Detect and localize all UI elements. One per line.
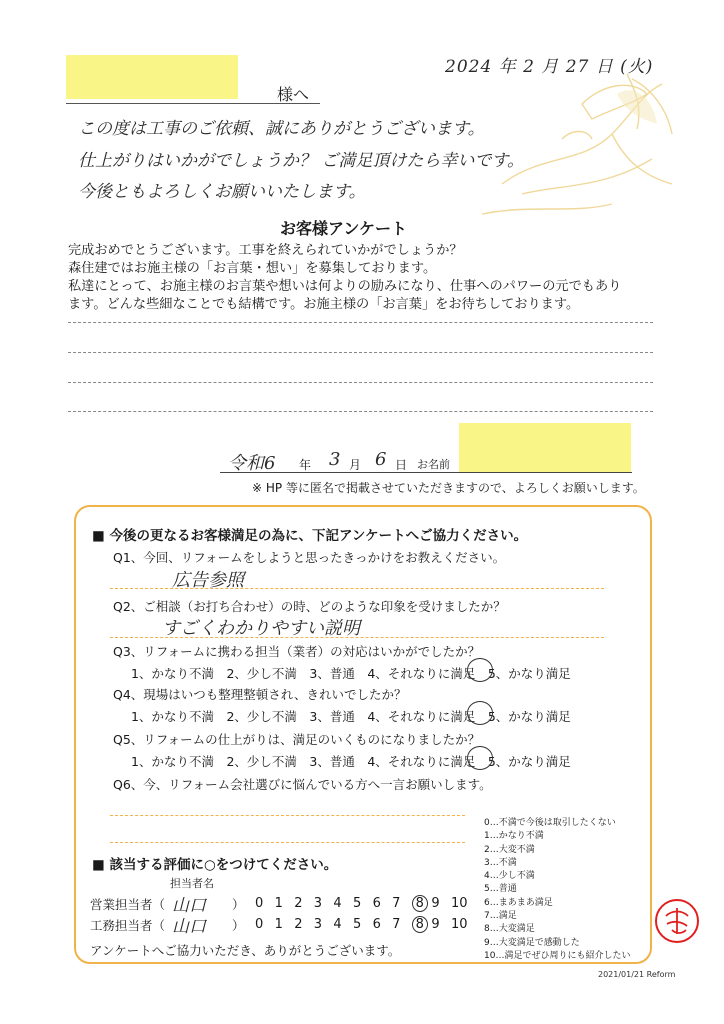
- sales-staff-name-handwritten: 山口: [172, 896, 206, 916]
- salutation: 様へ: [277, 85, 310, 104]
- legend-item: 10…満足でぜひ周りにも紹介したい: [484, 950, 631, 961]
- intro-line-2: 森住建ではお施主様の「お言葉・想い」を募集しております。: [68, 261, 437, 276]
- staff-name-header: 担当者名: [170, 877, 214, 890]
- month-label: 月: [349, 458, 362, 472]
- sales-scale-9: 9: [431, 896, 440, 911]
- legend-item: 4…少し不満: [484, 871, 535, 882]
- sales-close-paren: ）: [232, 897, 245, 912]
- name-label: お名前: [417, 458, 450, 471]
- comment-rule-4: [68, 411, 653, 412]
- sales-scale-7: 7: [392, 896, 401, 911]
- sales-rating-scale: [255, 895, 471, 912]
- handwritten-date: 2024 年 2 月 27 日 (火): [445, 57, 654, 77]
- intro-line-3: 私達にとって、お施主様のお言葉や想いは何よりの励みになり、仕事へのパワーの元でもあり: [68, 279, 622, 294]
- construction-scale-10: 10: [450, 917, 468, 932]
- answer-2-line: [110, 637, 604, 638]
- day-label: 日: [395, 458, 408, 472]
- sales-scale-4: 4: [333, 896, 342, 911]
- construction-scale-0: 0: [255, 917, 264, 932]
- sales-staff-label: 営業担当者（: [90, 897, 166, 912]
- construction-scale-9: 9: [431, 917, 440, 932]
- rating-legend: [484, 817, 630, 963]
- construction-scale-4: 4: [333, 917, 342, 932]
- construction-scale-1: 1: [274, 917, 283, 932]
- construction-scale-7: 7: [392, 917, 401, 932]
- question-5: Q5、リフォームの仕上がりは、満足のいくものになりましたか？: [113, 732, 481, 747]
- legend-item: 7…満足: [484, 911, 517, 922]
- sales-scale-5: 5: [352, 896, 362, 911]
- thanks-text: アンケートへご協力いただき、ありがとうございます。: [90, 943, 401, 958]
- handwritten-era: 令和6: [228, 453, 276, 474]
- answer-2-handwritten: すごくわかりやすい説明: [162, 618, 360, 639]
- construction-rating-scale: [255, 916, 471, 933]
- intro-line-1: 完成おめでとうございます。工事を終えられていかがでしょうか？: [68, 243, 463, 258]
- sales-scale-1: 1: [274, 896, 283, 911]
- q5-selection-circle: [467, 746, 493, 770]
- answer-6-line-2: [110, 842, 465, 843]
- answer-1-line: [110, 588, 604, 589]
- answer-6-line-1: [110, 815, 465, 816]
- question-5-options: 1、かなり不満 2、少し不満 3、普通 4、それなりに満足 5、かなり満足: [131, 754, 571, 769]
- handwritten-day: 6: [375, 449, 387, 470]
- rating-heading: ■ 該当する評価に○をつけてください。: [92, 857, 338, 873]
- sales-scale-6: 6: [372, 896, 381, 911]
- notice-text: ※ HP 等に匿名で掲載させていただきますので、よろしくお願いします。: [252, 481, 645, 495]
- legend-item: 8…大変満足: [484, 924, 535, 935]
- letter-line-2: 仕上がりはいかがでしょうか？ ご満足頂けたら幸いです。: [78, 151, 525, 171]
- signature-redaction-highlight: [459, 423, 631, 473]
- handwritten-month: 3: [329, 449, 341, 470]
- construction-scale-3: 3: [313, 917, 323, 932]
- comment-rule-2: [68, 352, 653, 353]
- construction-staff-name-handwritten: 山口: [172, 917, 206, 937]
- legend-item: 1…かなり不満: [484, 831, 544, 842]
- sales-scale-10: 10: [450, 896, 468, 911]
- construction-scale-5: 5: [352, 917, 362, 932]
- comment-rule-3: [68, 382, 653, 383]
- letter-line-1: この度は工事のご依頼、誠にありがとうございます。: [78, 119, 485, 139]
- year-label: 年: [299, 458, 312, 472]
- sales-scale-2: 2: [294, 896, 303, 911]
- legend-item: 2…大変不満: [484, 844, 535, 855]
- construction-scale-8: 8: [412, 916, 428, 933]
- construction-scale-2: 2: [294, 917, 303, 932]
- question-1: Q1、今回、リフォームをしようと思ったきっかけをお教えください。: [113, 550, 506, 565]
- answer-1-handwritten: 広告参照: [172, 570, 244, 591]
- questionnaire-heading: ■ 今後の更なるお客様満足の為に、下記アンケートへご協力ください。: [92, 528, 528, 544]
- question-2: Q2、ご相談（お打ち合わせ）の時、どのような印象を受けましたか？: [113, 599, 506, 614]
- construction-scale-6: 6: [372, 917, 381, 932]
- comment-rule-1: [68, 322, 653, 323]
- letter-line-3: 今後ともよろしくお願いいたします。: [78, 182, 366, 202]
- name-underline: [66, 103, 320, 104]
- question-6: Q6、今、リフォーム会社選びに悩んでいる方へ一言お願いします。: [113, 777, 492, 792]
- legend-item: 5…普通: [484, 884, 517, 895]
- question-3: Q3、リフォームに携わる担当（業者）の対応はいかがでしたか？: [113, 644, 481, 659]
- legend-item: 9…大変満足で感動した: [484, 937, 580, 948]
- signature-underline: [220, 472, 632, 473]
- question-4-options: 1、かなり不満 2、少し不満 3、普通 4、それなりに満足 5、かなり満足: [131, 709, 571, 724]
- construction-close-paren: ）: [232, 918, 245, 933]
- q4-selection-circle: [467, 701, 493, 725]
- name-redaction-highlight: [66, 55, 238, 99]
- sales-scale-8: 8: [412, 895, 428, 912]
- survey-title: お客様アンケート: [280, 219, 408, 238]
- form-revision-footer: 2021/01/21 Reform: [598, 970, 676, 979]
- red-seal-stamp-icon: [652, 896, 702, 946]
- legend-item: 3…不満: [484, 857, 517, 868]
- construction-staff-label: 工務担当者（: [90, 918, 166, 933]
- legend-item: 6…まあまあ満足: [484, 897, 553, 908]
- intro-line-4: ます。どんな些細なことでも結構です。お施主様の「お言葉」をお待ちしております。: [68, 297, 580, 312]
- legend-item: 0…不満で今後は取引したくない: [484, 818, 616, 828]
- question-4: Q4、現場はいつも整理整頓され、きれいでしたか？: [113, 687, 407, 702]
- question-3-options: 1、かなり不満 2、少し不満 3、普通 4、それなりに満足 5、かなり満足: [131, 666, 571, 681]
- sales-scale-3: 3: [313, 896, 323, 911]
- sales-scale-0: 0: [255, 896, 264, 911]
- q3-selection-circle: [467, 658, 493, 682]
